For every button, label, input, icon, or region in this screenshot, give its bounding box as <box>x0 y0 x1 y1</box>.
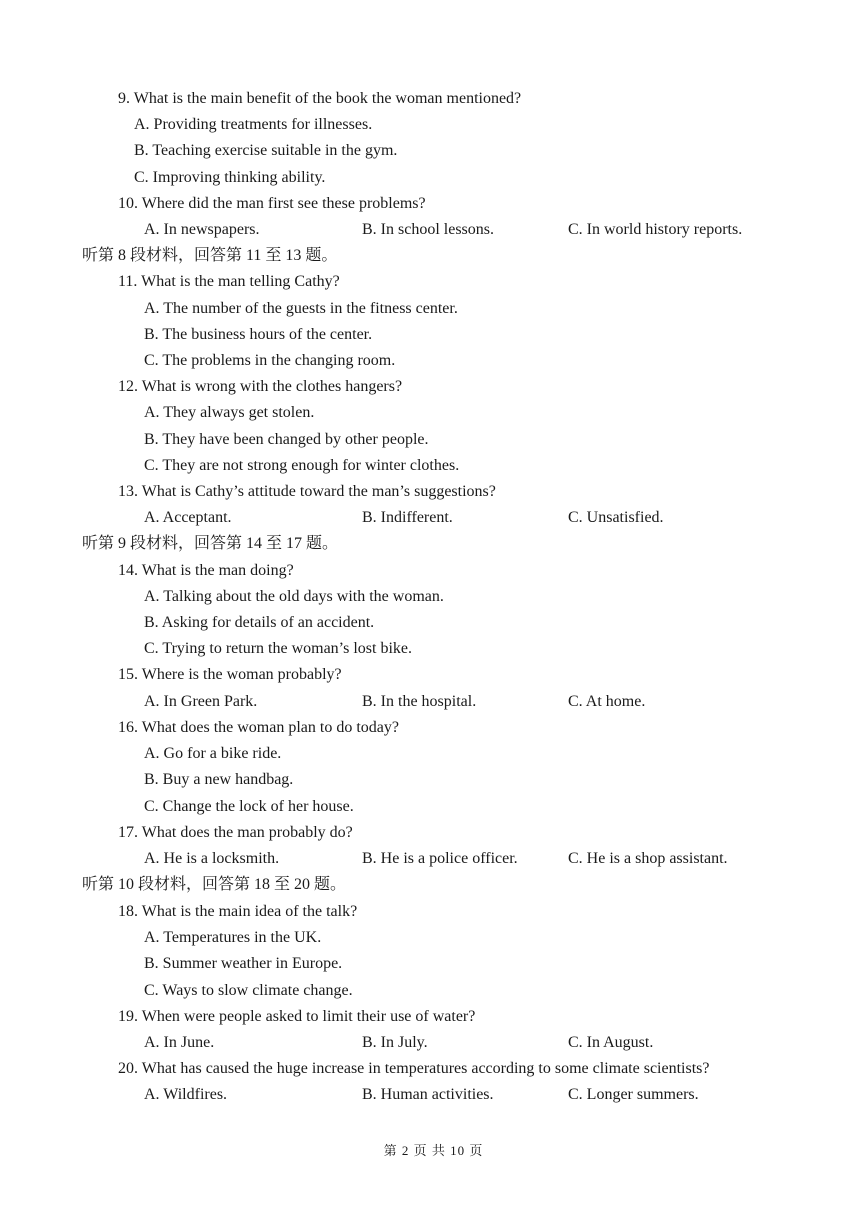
question-16: 16. What does the woman plan to do today? <box>118 719 399 736</box>
question-18: 18. What is the main idea of the talk? <box>118 903 358 920</box>
q17-option-b: B. He is a police officer. <box>362 850 518 867</box>
question-14: 14. What is the man doing? <box>118 562 294 579</box>
q17-option-a: A. He is a locksmith. <box>144 850 280 867</box>
q17-option-c: C. He is a shop assistant. <box>568 850 728 867</box>
q13-option-a: A. Acceptant. <box>144 509 232 526</box>
question-12: 12. What is wrong with the clothes hangers? <box>118 378 403 395</box>
q12-option-b: B. They have been changed by other people. <box>144 431 429 448</box>
q18-option-c: C. Ways to slow climate change. <box>144 982 353 999</box>
section-9-heading: 听第 9 段材料，回答第 14 至 17 题。 <box>82 535 339 552</box>
section-8-heading: 听第 8 段材料，回答第 11 至 13 题。 <box>82 247 338 264</box>
q12-option-c: C. They are not strong enough for winter clothes. <box>144 457 460 474</box>
q13-option-b: B. Indifferent. <box>362 509 453 526</box>
q15-option-a: A. In Green Park. <box>144 693 258 710</box>
q11-option-c: C. The problems in the changing room. <box>144 352 396 369</box>
q9-option-a: A. Providing treatments for illnesses. <box>134 116 373 133</box>
question-13: 13. What is Cathy’s attitude toward the man’s suggestions? <box>118 483 496 500</box>
q19-option-b: B. In July. <box>362 1034 428 1051</box>
question-20: 20. What has caused the huge increase in temperatures according to some climate scientists? <box>118 1060 710 1077</box>
q9-option-c: C. Improving thinking ability. <box>134 169 326 186</box>
q20-option-b: B. Human activities. <box>362 1086 494 1103</box>
q9-option-b: B. Teaching exercise suitable in the gym. <box>134 142 398 159</box>
question-11: 11. What is the man telling Cathy? <box>118 273 340 290</box>
q18-option-b: B. Summer weather in Europe. <box>144 955 343 972</box>
q10-option-c: C. In world history reports. <box>568 221 743 238</box>
q13-option-c: C. Unsatisfied. <box>568 509 664 526</box>
q15-option-c: C. At home. <box>568 693 646 710</box>
q14-option-c: C. Trying to return the woman’s lost bike. <box>144 640 412 657</box>
page-footer: 第 2 页 共 10 页 <box>383 1143 484 1158</box>
question-10: 10. Where did the man first see these problems? <box>118 195 426 212</box>
q20-option-c: C. Longer summers. <box>568 1086 699 1103</box>
q19-option-c: C. In August. <box>568 1034 654 1051</box>
q16-option-c: C. Change the lock of her house. <box>144 798 354 815</box>
section-10-heading: 听第 10 段材料，回答第 18 至 20 题。 <box>82 876 347 893</box>
q11-option-a: A. The number of the guests in the fitness center. <box>144 300 458 317</box>
question-9: 9. What is the main benefit of the book the woman mentioned? <box>118 90 522 107</box>
q19-option-a: A. In June. <box>144 1034 215 1051</box>
q20-option-a: A. Wildfires. <box>144 1086 228 1103</box>
q15-option-b: B. In the hospital. <box>362 693 477 710</box>
q16-option-b: B. Buy a new handbag. <box>144 771 294 788</box>
q14-option-b: B. Asking for details of an accident. <box>144 614 375 631</box>
question-15: 15. Where is the woman probably? <box>118 666 342 683</box>
q18-option-a: A. Temperatures in the UK. <box>144 929 322 946</box>
q11-option-b: B. The business hours of the center. <box>144 326 373 343</box>
q10-option-a: A. In newspapers. <box>144 221 260 238</box>
question-17: 17. What does the man probably do? <box>118 824 353 841</box>
q10-option-b: B. In school lessons. <box>362 221 494 238</box>
q16-option-a: A. Go for a bike ride. <box>144 745 282 762</box>
q12-option-a: A. They always get stolen. <box>144 404 315 421</box>
question-19: 19. When were people asked to limit their use of water? <box>118 1008 476 1025</box>
q14-option-a: A. Talking about the old days with the woman. <box>144 588 444 605</box>
